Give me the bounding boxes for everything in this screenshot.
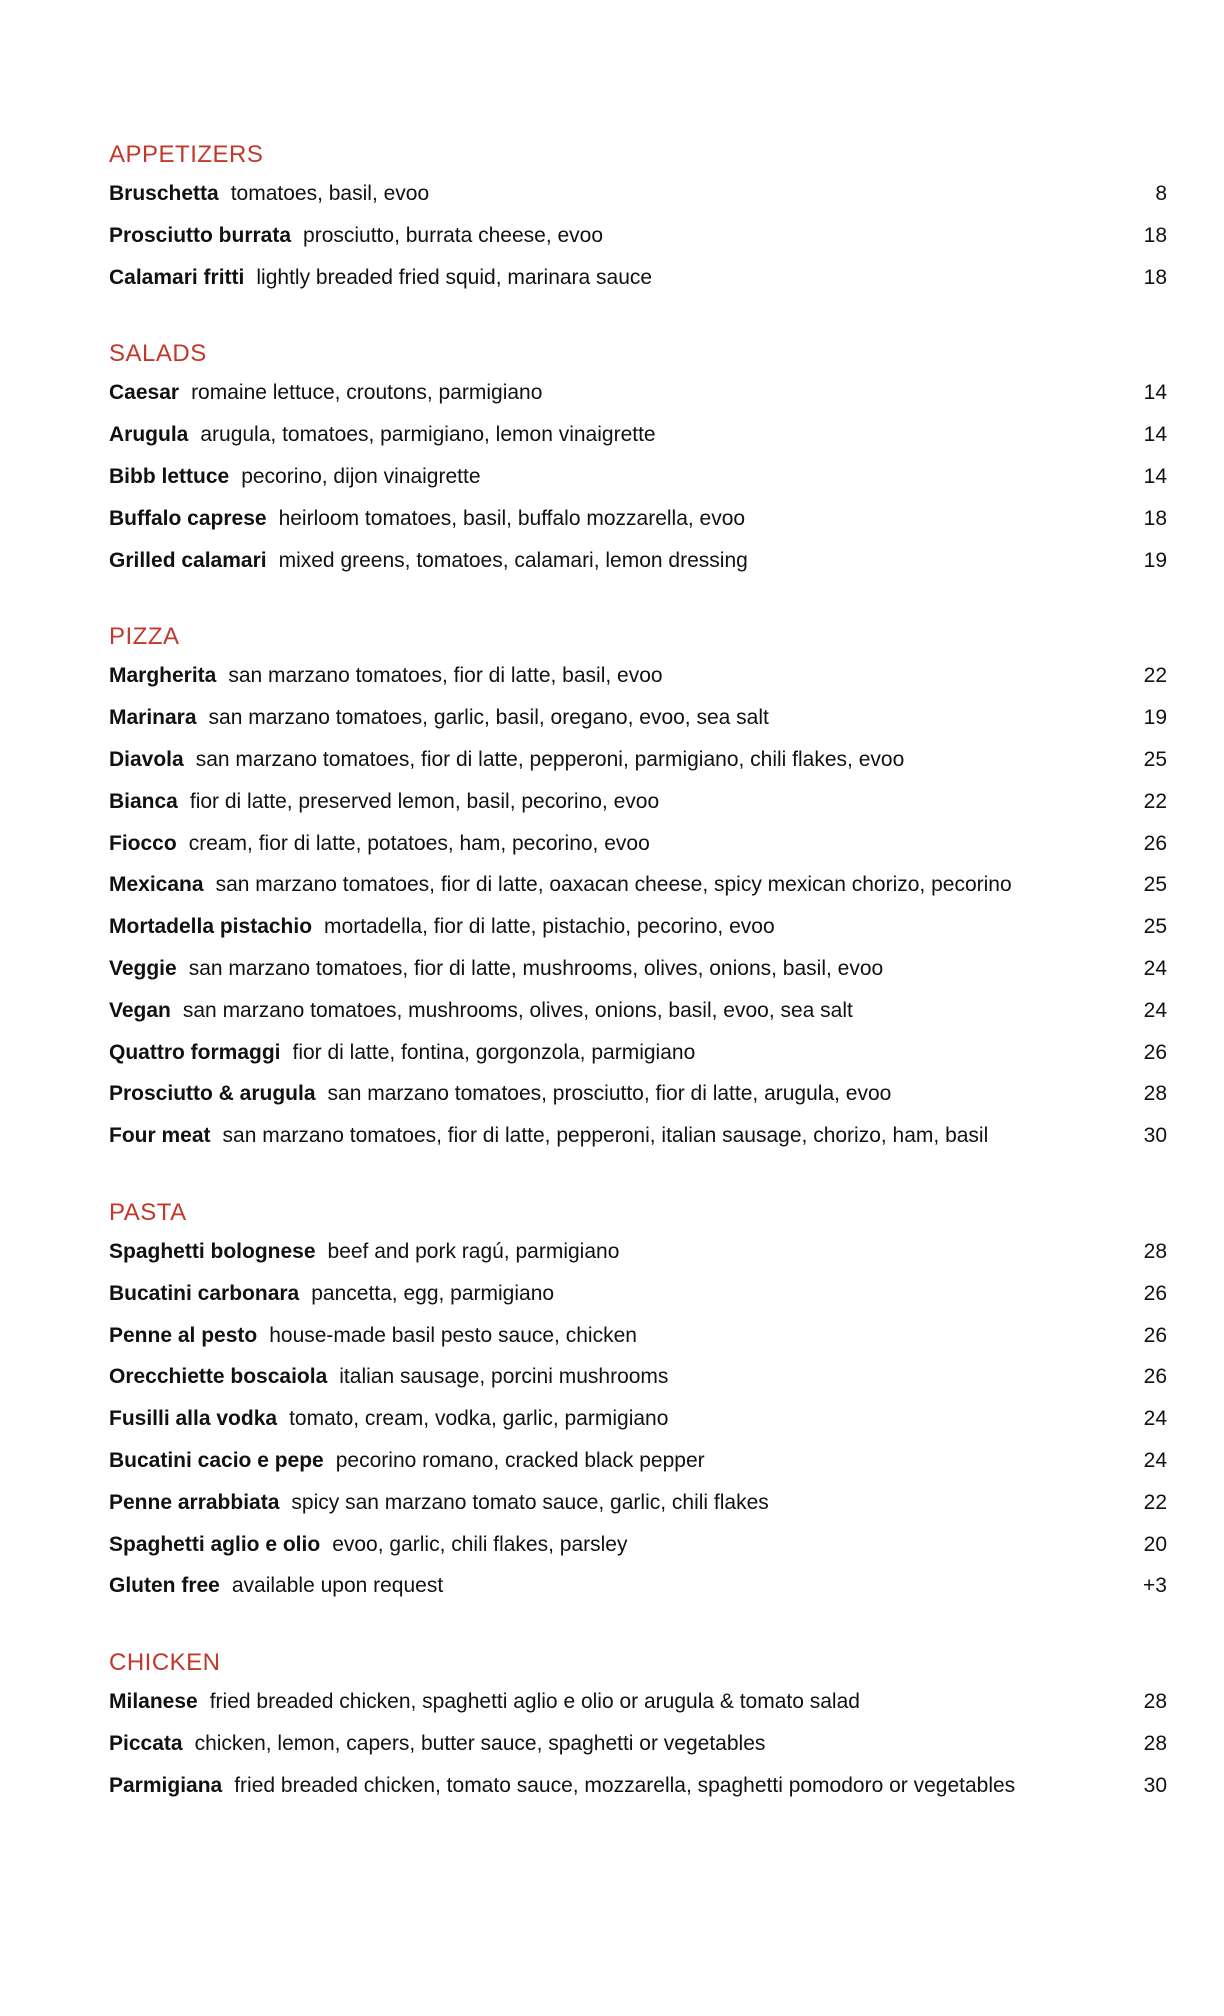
item-name: Margherita bbox=[109, 664, 217, 688]
section-title: PIZZA bbox=[109, 623, 180, 651]
item-price: 26 bbox=[1143, 831, 1167, 855]
menu-item bbox=[109, 1404, 1167, 1446]
menu-item bbox=[109, 1121, 1167, 1163]
item-description: tomato, cream, vodka, garlic, parmigiano bbox=[289, 1407, 669, 1431]
item-name: Penne arrabbiata bbox=[109, 1490, 280, 1514]
menu-item bbox=[109, 378, 1167, 420]
item-price: 28 bbox=[1143, 1239, 1167, 1263]
item-description: fried breaded chicken, spaghetti aglio e olio or arugula & tomato salad bbox=[209, 1690, 860, 1714]
menu-item bbox=[109, 546, 1167, 588]
menu-item bbox=[109, 996, 1167, 1038]
item-description: pancetta, egg, parmigiano bbox=[311, 1281, 555, 1305]
section-chicken bbox=[109, 1646, 1167, 1812]
item-description: cream, fior di latte, potatoes, ham, pecorino, evoo bbox=[188, 831, 650, 855]
item-price: 22 bbox=[1143, 1490, 1167, 1514]
item-name: Bibb lettuce bbox=[109, 464, 230, 488]
item-description: san marzano tomatoes, fior di latte, mushrooms, olives, onions, basil, evoo bbox=[188, 956, 884, 980]
item-price: 25 bbox=[1143, 747, 1167, 771]
item-name: Mexicana bbox=[109, 873, 204, 897]
item-description: san marzano tomatoes, mushrooms, olives, onions, basil, evoo, sea salt bbox=[182, 998, 853, 1022]
item-description: san marzano tomatoes, garlic, basil, oregano, evoo, sea salt bbox=[208, 706, 769, 730]
item-name: Diavola bbox=[109, 747, 184, 771]
item-description: fried breaded chicken, tomato sauce, mozzarella, spaghetti pomodoro or vegetables bbox=[234, 1773, 1016, 1797]
menu-item bbox=[109, 221, 1167, 263]
item-price: 14 bbox=[1143, 423, 1167, 447]
menu-item bbox=[109, 1237, 1167, 1279]
item-name: Grilled calamari bbox=[109, 548, 267, 572]
item-price: 19 bbox=[1143, 706, 1167, 730]
item-description: spicy san marzano tomato sauce, garlic, chili flakes bbox=[291, 1490, 769, 1514]
section-title: PASTA bbox=[109, 1198, 187, 1226]
item-description: san marzano tomatoes, fior di latte, pepperoni, parmigiano, chili flakes, evoo bbox=[195, 747, 905, 771]
item-description: house-made basil pesto sauce, chicken bbox=[269, 1323, 637, 1347]
menu-item bbox=[109, 661, 1167, 703]
item-price: 24 bbox=[1143, 1407, 1167, 1431]
item-name: Parmigiana bbox=[109, 1773, 223, 1797]
menu-item bbox=[109, 504, 1167, 546]
item-description: fior di latte, preserved lemon, basil, pecorino, evoo bbox=[189, 789, 660, 813]
item-description: arugula, tomatoes, parmigiano, lemon vinaigrette bbox=[200, 423, 656, 447]
item-price: 25 bbox=[1143, 873, 1167, 897]
item-price: 26 bbox=[1143, 1040, 1167, 1064]
item-name: Fusilli alla vodka bbox=[109, 1407, 278, 1431]
menu-item bbox=[109, 1446, 1167, 1488]
item-price: 14 bbox=[1143, 381, 1167, 405]
menu-item bbox=[109, 1488, 1167, 1530]
item-name: Calamari fritti bbox=[109, 265, 245, 289]
item-price: 18 bbox=[1143, 506, 1167, 530]
item-name: Bucatini cacio e pepe bbox=[109, 1448, 324, 1472]
item-name: Orecchiette boscaiola bbox=[109, 1365, 328, 1389]
item-name: Bianca bbox=[109, 789, 178, 813]
menu-item bbox=[109, 1771, 1167, 1813]
menu-item bbox=[109, 1687, 1167, 1729]
item-description: prosciutto, burrata cheese, evoo bbox=[303, 223, 604, 247]
menu-item bbox=[109, 462, 1167, 504]
item-price: 24 bbox=[1143, 956, 1167, 980]
item-name: Penne al pesto bbox=[109, 1323, 258, 1347]
item-name: Quattro formaggi bbox=[109, 1040, 281, 1064]
item-name: Caesar bbox=[109, 381, 180, 405]
item-description: san marzano tomatoes, prosciutto, fior di latte, arugula, evoo bbox=[327, 1082, 892, 1106]
menu-item bbox=[109, 912, 1167, 954]
item-description: mortadella, fior di latte, pistachio, pecorino, evoo bbox=[324, 915, 775, 939]
item-description: heirloom tomatoes, basil, buffalo mozzarella, evoo bbox=[278, 506, 746, 530]
item-name: Spaghetti bolognese bbox=[109, 1239, 316, 1263]
item-name: Marinara bbox=[109, 706, 197, 730]
item-name: Prosciutto burrata bbox=[109, 223, 292, 247]
item-name: Gluten free bbox=[109, 1574, 220, 1598]
item-description: chicken, lemon, capers, butter sauce, spaghetti or vegetables bbox=[194, 1731, 766, 1755]
menu-item bbox=[109, 829, 1167, 871]
section-title: CHICKEN bbox=[109, 1649, 221, 1677]
section-appetizers bbox=[109, 138, 1167, 304]
item-price: 19 bbox=[1143, 548, 1167, 572]
item-description: available upon request bbox=[231, 1574, 444, 1598]
menu-item bbox=[109, 179, 1167, 221]
item-description: beef and pork ragú, parmigiano bbox=[327, 1239, 620, 1263]
menu-item bbox=[109, 420, 1167, 462]
menu-item bbox=[109, 1362, 1167, 1404]
item-description: pecorino romano, cracked black pepper bbox=[335, 1448, 705, 1472]
item-description: pecorino, dijon vinaigrette bbox=[241, 464, 481, 488]
item-price: 28 bbox=[1143, 1690, 1167, 1714]
item-description: san marzano tomatoes, fior di latte, basil, evoo bbox=[228, 664, 663, 688]
menu-item bbox=[109, 787, 1167, 829]
item-name: Vegan bbox=[109, 998, 171, 1022]
item-name: Spaghetti aglio e olio bbox=[109, 1532, 321, 1556]
section-title: SALADS bbox=[109, 340, 207, 368]
item-name: Milanese bbox=[109, 1690, 198, 1714]
item-price: 28 bbox=[1143, 1082, 1167, 1106]
item-price: 26 bbox=[1143, 1365, 1167, 1389]
item-name: Buffalo caprese bbox=[109, 506, 267, 530]
item-price: 25 bbox=[1143, 915, 1167, 939]
item-price: 28 bbox=[1143, 1731, 1167, 1755]
section-salads bbox=[109, 337, 1167, 587]
item-name: Arugula bbox=[109, 423, 189, 447]
item-price: 30 bbox=[1143, 1773, 1167, 1797]
item-description: san marzano tomatoes, fior di latte, oaxacan cheese, spicy mexican chorizo, pecorino bbox=[215, 873, 1012, 897]
item-name: Bruschetta bbox=[109, 182, 219, 205]
item-price: 24 bbox=[1143, 1448, 1167, 1472]
menu-item bbox=[109, 1571, 1167, 1613]
menu bbox=[109, 138, 1167, 1813]
menu-item bbox=[109, 1530, 1167, 1572]
item-price: +3 bbox=[1143, 1574, 1167, 1598]
item-description: tomatoes, basil, evoo bbox=[230, 182, 430, 205]
item-name: Mortadella pistachio bbox=[109, 915, 313, 939]
item-price: 14 bbox=[1143, 464, 1167, 488]
item-price: 30 bbox=[1143, 1124, 1167, 1148]
item-description: mixed greens, tomatoes, calamari, lemon dressing bbox=[278, 548, 748, 572]
item-description: lightly breaded fried squid, marinara sauce bbox=[256, 265, 653, 289]
section-title: APPETIZERS bbox=[109, 141, 264, 168]
menu-item bbox=[109, 870, 1167, 912]
menu-item bbox=[109, 1321, 1167, 1363]
section-pizza bbox=[109, 620, 1167, 1163]
item-name: Prosciutto & arugula bbox=[109, 1082, 316, 1106]
item-name: Fiocco bbox=[109, 831, 177, 855]
section-pasta bbox=[109, 1196, 1167, 1613]
item-price: 22 bbox=[1143, 664, 1167, 688]
item-name: Bucatini carbonara bbox=[109, 1281, 300, 1305]
menu-item bbox=[109, 745, 1167, 787]
menu-item bbox=[109, 1038, 1167, 1080]
item-price: 26 bbox=[1143, 1323, 1167, 1347]
item-description: romaine lettuce, croutons, parmigiano bbox=[191, 381, 543, 405]
item-price: 8 bbox=[1155, 182, 1167, 205]
item-price: 24 bbox=[1143, 998, 1167, 1022]
item-name: Four meat bbox=[109, 1124, 211, 1148]
item-name: Veggie bbox=[109, 956, 177, 980]
item-price: 20 bbox=[1143, 1532, 1167, 1556]
item-description: evoo, garlic, chili flakes, parsley bbox=[332, 1532, 628, 1556]
item-price: 22 bbox=[1143, 789, 1167, 813]
menu-item bbox=[109, 1279, 1167, 1321]
item-price: 26 bbox=[1143, 1281, 1167, 1305]
item-name: Piccata bbox=[109, 1731, 183, 1755]
menu-item bbox=[109, 954, 1167, 996]
menu-item bbox=[109, 1079, 1167, 1121]
item-price: 18 bbox=[1143, 223, 1167, 247]
menu-item bbox=[109, 263, 1167, 305]
item-description: fior di latte, fontina, gorgonzola, parmigiano bbox=[292, 1040, 696, 1064]
menu-item bbox=[109, 703, 1167, 745]
menu-item bbox=[109, 1729, 1167, 1771]
item-description: san marzano tomatoes, fior di latte, pepperoni, italian sausage, chorizo, ham, basil bbox=[222, 1124, 989, 1148]
item-price: 18 bbox=[1143, 265, 1167, 289]
item-description: italian sausage, porcini mushrooms bbox=[339, 1365, 669, 1389]
